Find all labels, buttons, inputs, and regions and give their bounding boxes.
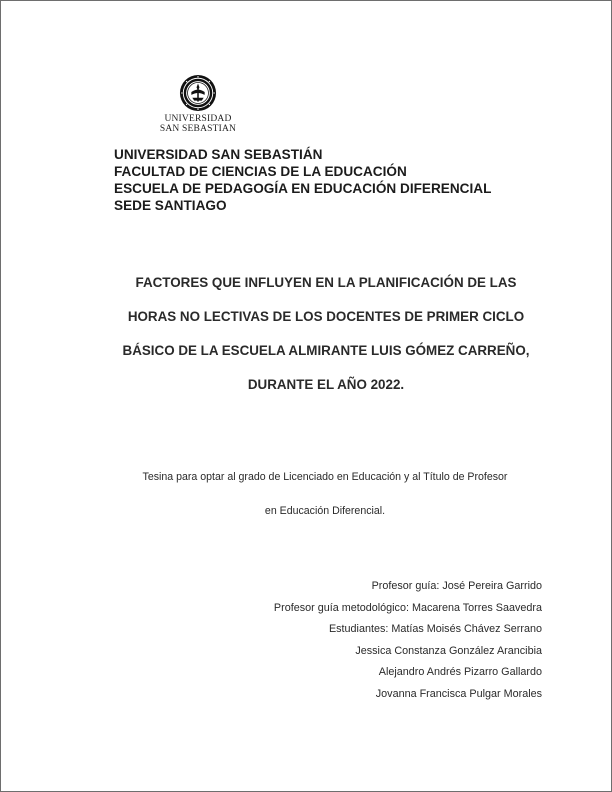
thesis-title bbox=[96, 266, 556, 402]
student-name: Jessica Constanza González Arancibia bbox=[355, 644, 542, 657]
methodology-professor: Profesor guía metodológico: Macarena Torres Saavedra bbox=[273, 601, 542, 614]
title-line: HORAS NO LECTIVAS DE LOS DOCENTES DE PRIMER CICLO bbox=[127, 309, 525, 324]
student-name: Jovanna Francisca Pulgar Morales bbox=[375, 687, 542, 700]
institution-block bbox=[114, 146, 491, 214]
credits-block bbox=[274, 576, 542, 706]
university-seal-icon bbox=[179, 74, 217, 112]
faculty-name: FACULTAD DE CIENCIAS DE LA EDUCACIÓN bbox=[114, 164, 407, 179]
university-logo bbox=[150, 74, 246, 134]
student-name: Alejandro Andrés Pizarro Gallardo bbox=[378, 666, 542, 679]
student-name: Estudiantes: Matías Moisés Chávez Serrano bbox=[328, 623, 542, 636]
degree-statement bbox=[80, 460, 570, 528]
degree-statement-line: Tesina para optar al grado de Licenciado en Educación y al Título de Profesor bbox=[142, 471, 508, 483]
degree-statement-line: en Educación Diferencial. bbox=[264, 505, 386, 517]
university-name: UNIVERSIDAD SAN SEBASTIÁN bbox=[114, 147, 323, 162]
campus-name: SEDE SANTIAGO bbox=[114, 198, 227, 213]
guide-professor: Profesor guía: José Pereira Garrido bbox=[371, 580, 542, 592]
school-name: ESCUELA DE PEDAGOGÍA EN EDUCACIÓN DIFERENCIAL bbox=[114, 181, 492, 196]
logo-text-line-1: UNIVERSIDAD bbox=[164, 114, 232, 124]
title-line: BÁSICO DE LA ESCUELA ALMIRANTE LUIS GÓMEZ CARREÑO, bbox=[122, 343, 530, 358]
logo-text-line-2: SAN SEBASTIAN bbox=[159, 124, 237, 134]
title-line: DURANTE EL AÑO 2022. bbox=[247, 377, 405, 392]
title-line: FACTORES QUE INFLUYEN EN LA PLANIFICACIÓN DE LAS bbox=[135, 275, 517, 290]
